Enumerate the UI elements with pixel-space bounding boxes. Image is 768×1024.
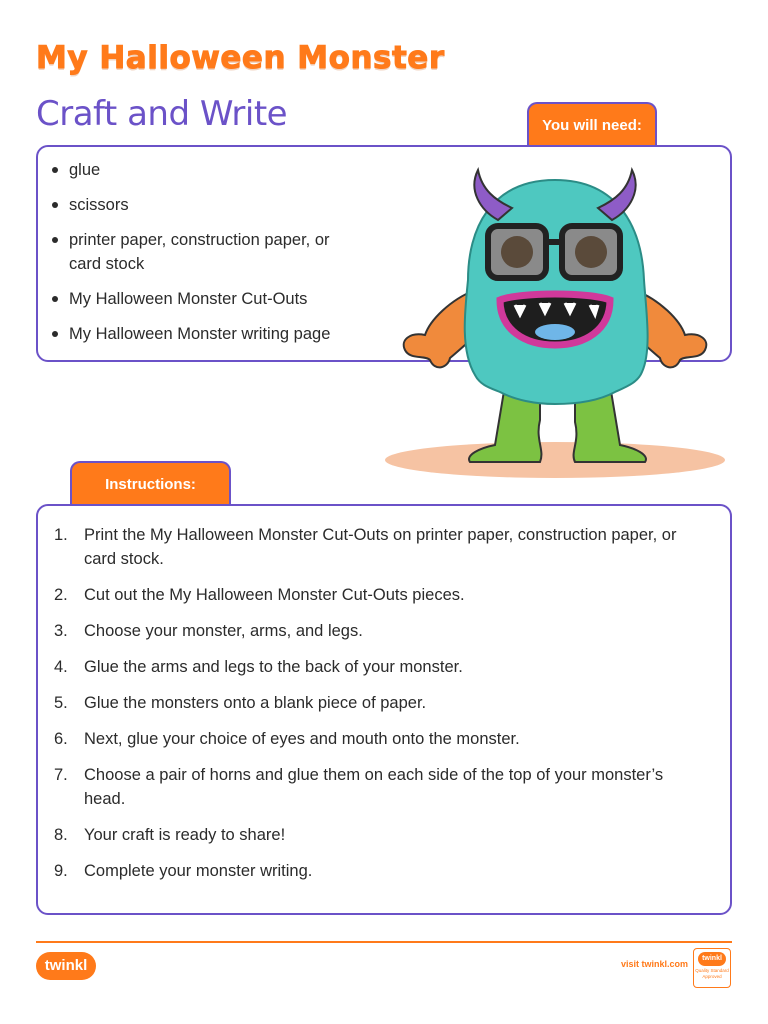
monster-right-eye <box>575 236 607 268</box>
step-text: Print the My Halloween Monster Cut-Outs on printer paper, construction paper, or card stock. <box>84 526 677 568</box>
ground-shadow <box>385 442 725 478</box>
step-number: 4. <box>54 658 68 676</box>
twinkl-logo[interactable]: twinkl <box>36 952 96 980</box>
instructions-list <box>54 523 684 895</box>
step-number: 6. <box>54 730 68 748</box>
instruction-step <box>54 619 684 643</box>
step-number: 5. <box>54 694 68 712</box>
monster-illustration <box>380 160 740 490</box>
page-subtitle: Craft and Write <box>36 94 288 134</box>
quality-badge <box>693 948 731 988</box>
materials-heading-tab: You will need: <box>527 102 657 146</box>
instruction-step <box>54 691 684 715</box>
materials-item: scissors <box>50 193 360 217</box>
materials-item: My Halloween Monster Cut-Outs <box>50 287 360 311</box>
step-text: Choose your monster, arms, and legs. <box>84 622 363 640</box>
step-text: Glue the monsters onto a blank piece of paper. <box>84 694 427 712</box>
instruction-step <box>54 727 684 751</box>
materials-item: My Halloween Monster writing page <box>50 322 360 346</box>
badge-logo: twinkl <box>698 952 726 966</box>
visit-link[interactable]: visit twinkl.com <box>620 959 688 969</box>
step-text: Your craft is ready to share! <box>84 826 286 844</box>
monster-left-eye <box>501 236 533 268</box>
materials-list <box>50 158 360 357</box>
badge-text: Quality Standard Approved <box>695 968 729 979</box>
instructions-heading-tab: Instructions: <box>70 461 231 505</box>
step-text: Complete your monster writing. <box>84 862 313 880</box>
step-number: 9. <box>54 862 68 880</box>
instruction-step <box>54 859 684 883</box>
footer-divider <box>36 941 732 943</box>
step-text: Choose a pair of horns and glue them on each side of the top of your monster’s head. <box>84 766 664 808</box>
instruction-step <box>54 583 684 607</box>
monster-tongue <box>535 324 575 340</box>
step-text: Cut out the My Halloween Monster Cut-Outs pieces. <box>84 586 465 604</box>
step-number: 2. <box>54 586 68 604</box>
step-text: Next, glue your choice of eyes and mouth onto the monster. <box>84 730 520 748</box>
instruction-step <box>54 655 684 679</box>
materials-item: printer paper, construction paper, or card stock <box>50 228 360 276</box>
instruction-step <box>54 763 684 811</box>
step-text: Glue the arms and legs to the back of your monster. <box>84 658 463 676</box>
step-number: 1. <box>54 526 68 544</box>
page-title: My Halloween Monster <box>36 40 445 76</box>
step-number: 7. <box>54 766 68 784</box>
materials-item: glue <box>50 158 360 182</box>
step-number: 8. <box>54 826 68 844</box>
instruction-step <box>54 823 684 847</box>
instruction-step <box>54 523 684 571</box>
step-number: 3. <box>54 622 68 640</box>
